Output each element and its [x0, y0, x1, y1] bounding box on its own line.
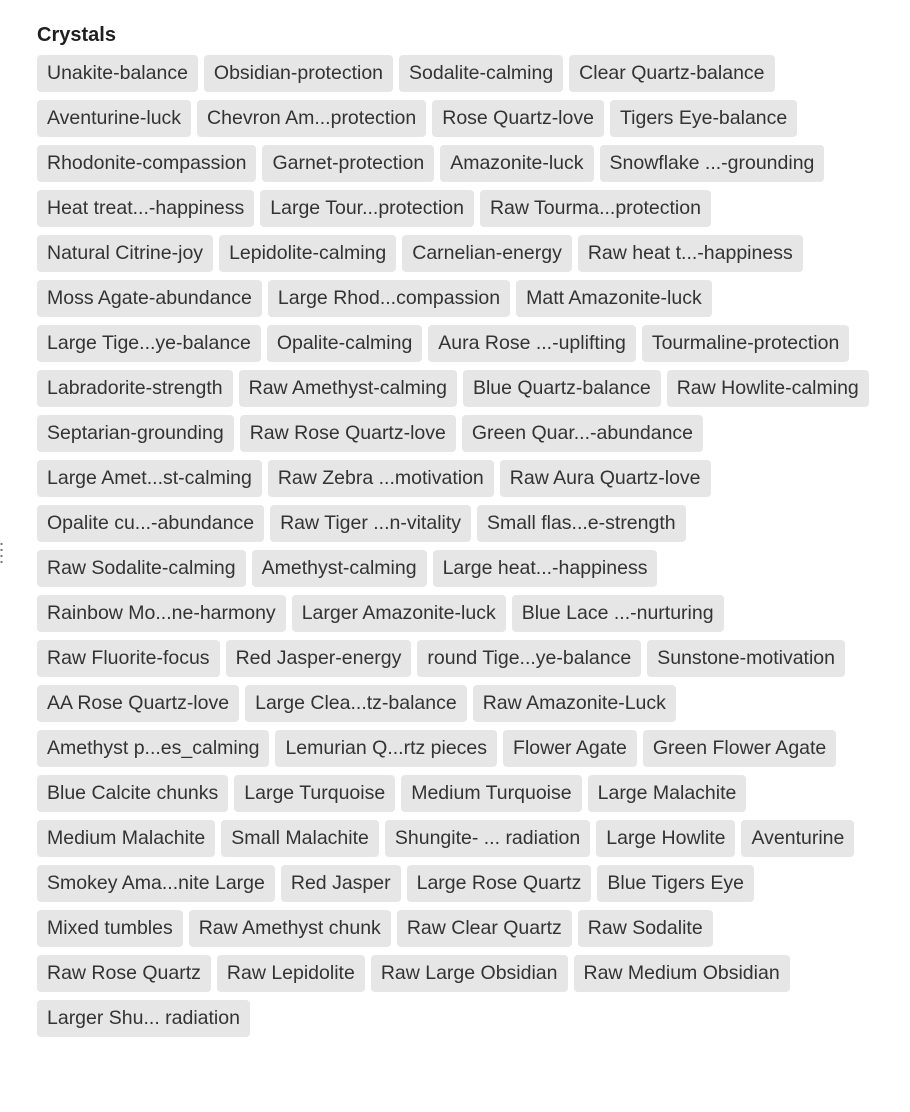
tag-chip[interactable]: Smokey Ama...nite Large — [37, 865, 275, 902]
tag-chip[interactable]: Raw Clear Quartz — [397, 910, 572, 947]
tag-chip[interactable]: Amethyst p...es_calming — [37, 730, 269, 767]
tag-chip[interactable]: Heat treat...-happiness — [37, 190, 254, 227]
tag-chip[interactable]: Raw Medium Obsidian — [574, 955, 790, 992]
tag-chip[interactable]: Septarian-grounding — [37, 415, 234, 452]
tag-chip[interactable]: AA Rose Quartz-love — [37, 685, 239, 722]
tag-chip[interactable]: Raw Amethyst-calming — [239, 370, 457, 407]
tag-chip[interactable]: Raw Zebra ...motivation — [268, 460, 494, 497]
tag-chip[interactable]: Raw Amazonite-Luck — [473, 685, 676, 722]
tag-chip[interactable]: Tigers Eye-balance — [610, 100, 797, 137]
tag-chip[interactable]: Opalite-calming — [267, 325, 422, 362]
tag-chip[interactable]: Raw Tourma...protection — [480, 190, 711, 227]
tag-chip[interactable]: Clear Quartz-balance — [569, 55, 774, 92]
crystals-tag-panel — [37, 22, 882, 1037]
tag-chip[interactable]: Large heat...-happiness — [433, 550, 658, 587]
tag-chip[interactable]: Lemurian Q...rtz pieces — [275, 730, 497, 767]
tag-chip[interactable]: Red Jasper — [281, 865, 401, 902]
tag-chip[interactable]: Raw Tiger ...n-vitality — [270, 505, 471, 542]
tag-chip[interactable]: Large Malachite — [588, 775, 747, 812]
tag-chip[interactable]: Small Malachite — [221, 820, 379, 857]
tag-chip[interactable]: Large Tour...protection — [260, 190, 474, 227]
tag-chip[interactable]: Natural Citrine-joy — [37, 235, 213, 272]
tag-chip[interactable]: Chevron Am...protection — [197, 100, 426, 137]
tag-chip[interactable]: Raw Fluorite-focus — [37, 640, 220, 677]
tag-chip[interactable]: Snowflake ...-grounding — [600, 145, 825, 182]
tag-chip[interactable]: Sunstone-motivation — [647, 640, 845, 677]
tag-chip[interactable]: Green Quar...-abundance — [462, 415, 703, 452]
tag-chip[interactable]: Blue Quartz-balance — [463, 370, 661, 407]
tag-chip[interactable]: Raw Large Obsidian — [371, 955, 568, 992]
tag-chip[interactable]: Large Turquoise — [234, 775, 395, 812]
tag-chip[interactable]: Aventurine — [741, 820, 854, 857]
tag-chip[interactable]: Medium Turquoise — [401, 775, 581, 812]
tag-chip[interactable]: Moss Agate-abundance — [37, 280, 262, 317]
tag-chip[interactable]: Raw Aura Quartz-love — [500, 460, 711, 497]
tag-chip[interactable]: Labradorite-strength — [37, 370, 233, 407]
tag-chip[interactable]: Aura Rose ...-uplifting — [428, 325, 636, 362]
tag-chip[interactable]: Rainbow Mo...ne-harmony — [37, 595, 286, 632]
tag-chip[interactable]: Large Clea...tz-balance — [245, 685, 467, 722]
tag-chip[interactable]: Raw Amethyst chunk — [189, 910, 391, 947]
tag-chip[interactable]: Green Flower Agate — [643, 730, 836, 767]
tag-chip[interactable]: round Tige...ye-balance — [417, 640, 641, 677]
tag-chip[interactable]: Blue Calcite chunks — [37, 775, 228, 812]
tag-chip[interactable]: Shungite- ... radiation — [385, 820, 590, 857]
tag-chip[interactable]: Mixed tumbles — [37, 910, 183, 947]
tag-chip[interactable]: Lepidolite-calming — [219, 235, 396, 272]
tag-chip[interactable]: Opalite cu...-abundance — [37, 505, 264, 542]
tag-chip[interactable]: Raw Sodalite — [578, 910, 713, 947]
tag-chip[interactable]: Garnet-protection — [262, 145, 434, 182]
tag-chip[interactable]: Raw Rose Quartz-love — [240, 415, 456, 452]
tag-chip[interactable]: Blue Lace ...-nurturing — [512, 595, 724, 632]
tag-chip[interactable]: Medium Malachite — [37, 820, 215, 857]
tag-chip[interactable]: Large Amet...st-calming — [37, 460, 262, 497]
drag-handle-icon[interactable] — [0, 541, 3, 563]
tag-chip[interactable]: Rhodonite-compassion — [37, 145, 256, 182]
tag-chip[interactable]: Carnelian-energy — [402, 235, 572, 272]
tag-chip[interactable]: Raw Howlite-calming — [667, 370, 869, 407]
tag-chip[interactable]: Large Tige...ye-balance — [37, 325, 261, 362]
tag-chip[interactable]: Large Howlite — [596, 820, 735, 857]
tag-chip[interactable]: Sodalite-calming — [399, 55, 563, 92]
tag-chip[interactable]: Raw Rose Quartz — [37, 955, 211, 992]
tag-list — [37, 55, 882, 1037]
tag-chip[interactable]: Amethyst-calming — [252, 550, 427, 587]
tag-chip[interactable]: Raw heat t...-happiness — [578, 235, 803, 272]
tag-chip[interactable]: Small flas...e-strength — [477, 505, 686, 542]
tag-chip[interactable]: Large Rhod...compassion — [268, 280, 510, 317]
tag-chip[interactable]: Large Rose Quartz — [407, 865, 592, 902]
tag-chip[interactable]: Matt Amazonite-luck — [516, 280, 712, 317]
section-title: Crystals — [37, 24, 116, 46]
tag-chip[interactable]: Rose Quartz-love — [432, 100, 604, 137]
tag-chip[interactable]: Flower Agate — [503, 730, 637, 767]
tag-chip[interactable]: Tourmaline-protection — [642, 325, 850, 362]
tag-chip[interactable]: Raw Sodalite-calming — [37, 550, 246, 587]
tag-chip[interactable]: Blue Tigers Eye — [597, 865, 754, 902]
tag-chip[interactable]: Amazonite-luck — [440, 145, 593, 182]
tag-chip[interactable]: Unakite-balance — [37, 55, 198, 92]
tag-chip[interactable]: Larger Amazonite-luck — [292, 595, 506, 632]
tag-chip[interactable]: Raw Lepidolite — [217, 955, 365, 992]
tag-chip[interactable]: Obsidian-protection — [204, 55, 393, 92]
tag-chip[interactable]: Aventurine-luck — [37, 100, 191, 137]
tag-chip[interactable]: Red Jasper-energy — [226, 640, 412, 677]
tag-chip[interactable]: Larger Shu... radiation — [37, 1000, 250, 1037]
